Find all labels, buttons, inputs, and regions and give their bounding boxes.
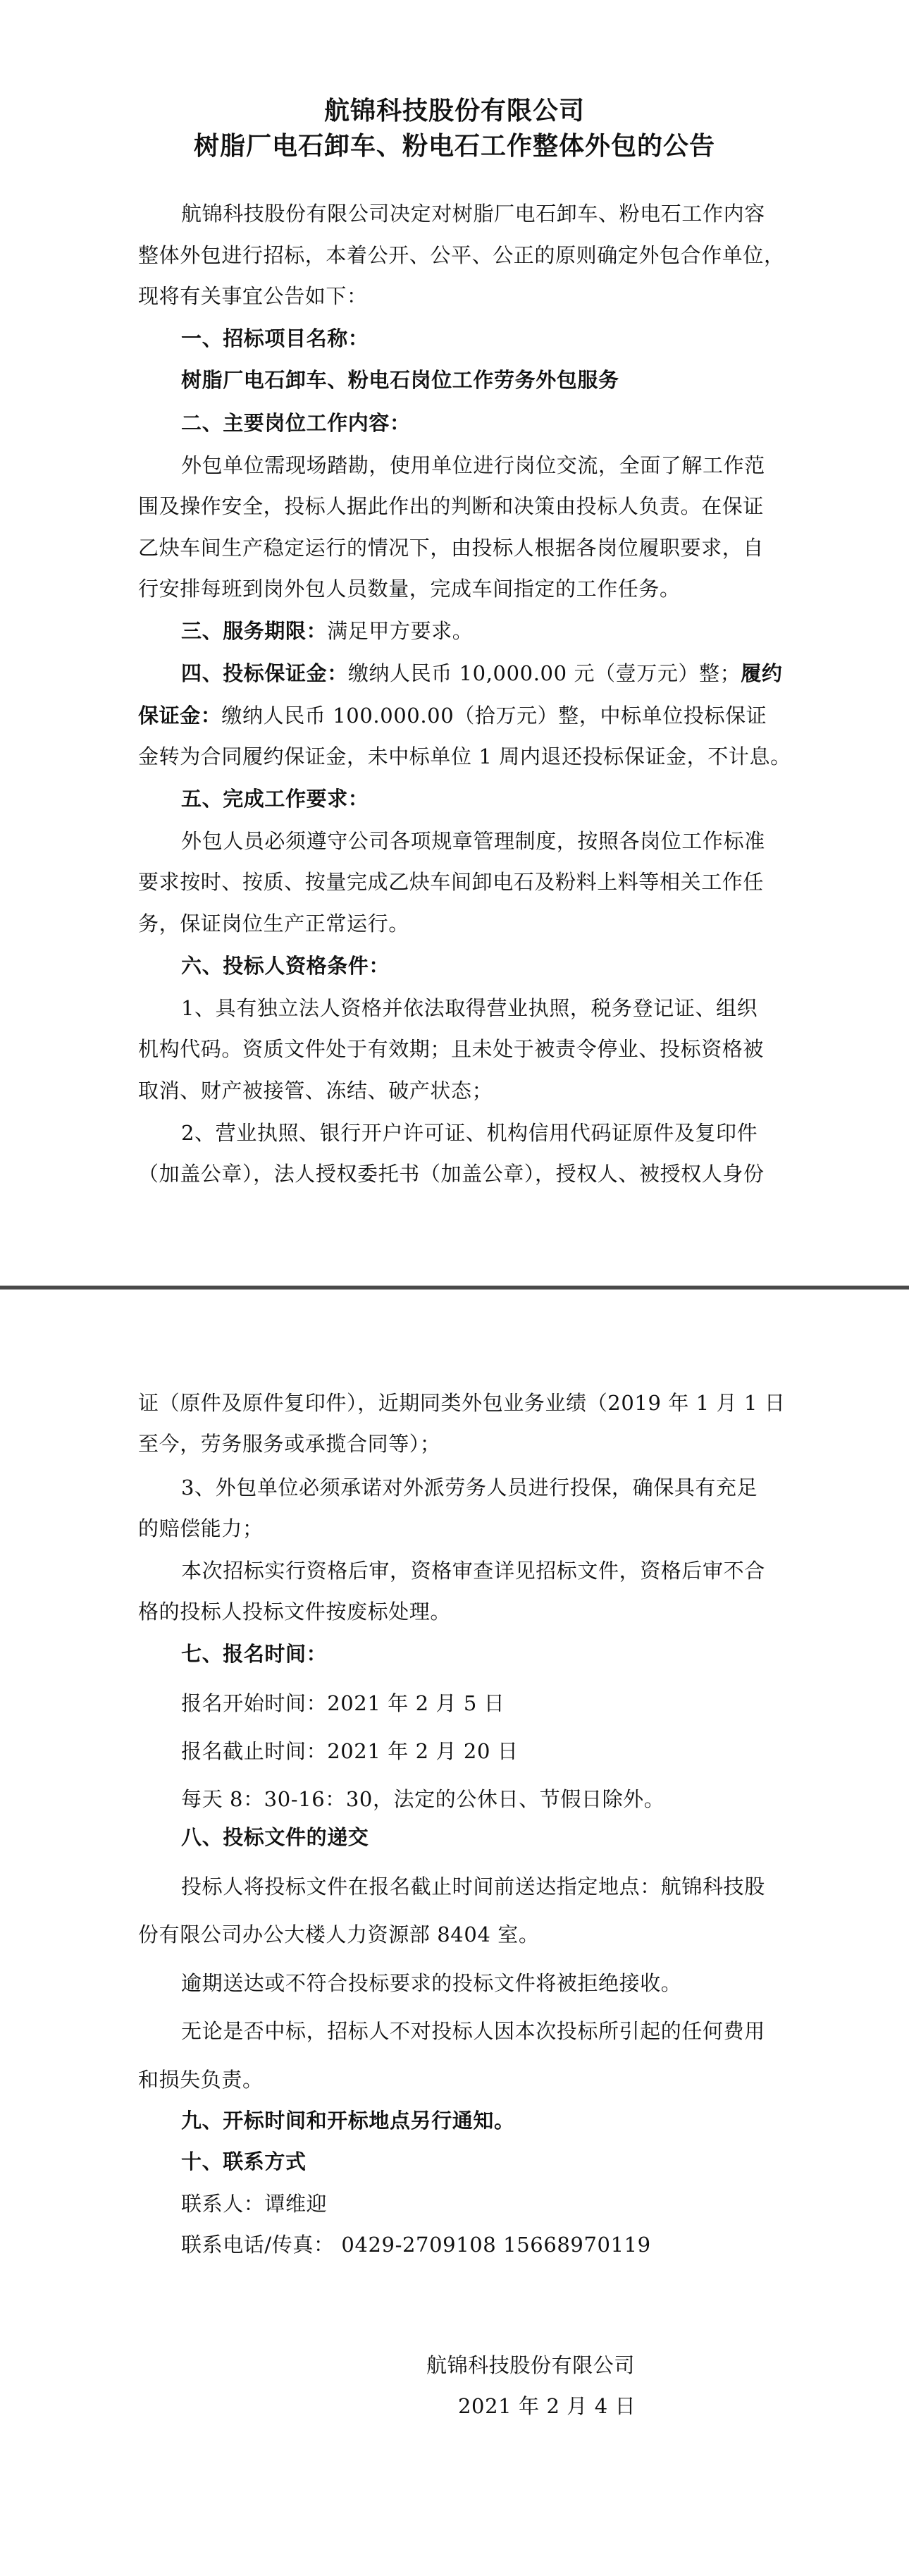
- section-4-line: [138, 703, 772, 728]
- qualification-item-2: （加盖公章），法人授权委托书（加盖公章），授权人、被授权人身份: [138, 1162, 765, 1186]
- qualification-item-3: 3、外包单位必须承诺对外派劳务人员进行投保，确保具有充足: [181, 1476, 758, 1499]
- registration-hours: 每天 8：30-16：30，法定的公休日、节假日除外。: [181, 1787, 665, 1811]
- submission-location: 投标人将投标文件在报名截止时间前送达指定地点：航锦科技股: [181, 1875, 765, 1899]
- section-heading-10: 十、联系方式: [181, 2149, 307, 2173]
- paragraph-line: 围及操作安全，投标人据此作出的判断和决策由投标人负责。在保证: [138, 494, 765, 518]
- project-name: 树脂厂电石卸车、粉电石岗位工作劳务外包服务: [181, 368, 619, 392]
- registration-start: 报名开始时间：2021 年 2 月 5 日: [181, 1691, 505, 1715]
- section-heading-4: 四、投标保证金：: [181, 661, 348, 685]
- signature-date: 2021 年 2 月 4 日: [458, 2394, 636, 2418]
- qualification-note: 本次招标实行资格后审，资格审查详见招标文件，资格后审不合: [181, 1559, 765, 1583]
- qualification-item-2: 2、营业执照、银行开户许可证、机构信用代码证原件及复印件: [181, 1121, 758, 1145]
- paragraph-line: 行安排每班到岗外包人员数量，完成车间指定的工作任务。: [138, 577, 681, 601]
- section-heading-9: 九、开标时间和开标地点另行通知。: [181, 2109, 515, 2133]
- qualification-item-2: 证（原件及原件复印件），近期同类外包业务业绩（2019 年 1 月 1 日: [138, 1391, 786, 1415]
- paragraph-line: 金转为合同履约保证金，未中标单位 1 周内退还投标保证金，不计息。: [138, 744, 791, 768]
- document-title-subject: 树脂厂电石卸车、粉电石工作整体外包的公告: [193, 132, 715, 161]
- section-3-line: [181, 618, 773, 644]
- disclaimer: 无论是否中标，招标人不对投标人因本次投标所引起的任何费用: [181, 2019, 765, 2043]
- qualification-item-3: 的赔偿能力；: [138, 1516, 264, 1540]
- qualification-item-1: 1、具有独立法人资格并依法取得营业执照，税务登记证、组织: [181, 996, 758, 1020]
- disclaimer: 和损失负责。: [138, 2068, 264, 2092]
- section-heading-2: 二、主要岗位工作内容：: [181, 411, 411, 435]
- section-heading-8: 八、投标文件的递交: [181, 1825, 369, 1849]
- paragraph-line: 乙炔车间生产稳定运行的情况下，由投标人根据各岗位履职要求，自: [138, 536, 765, 560]
- signature-company: 航锦科技股份有限公司: [426, 2353, 636, 2377]
- contact-phone: 联系电话/传真： 0429-2709108 15668970119: [181, 2233, 651, 2257]
- performance-bond-label: 履约: [741, 661, 783, 685]
- bid-deposit: 缴纳人民币 10,000.00 元（壹万元）整；: [347, 661, 741, 685]
- page-separator: [0, 1285, 909, 1290]
- qualification-note: 格的投标人投标文件按废标处理。: [138, 1600, 452, 1624]
- intro-line: 现将有关事宜公告如下：: [138, 284, 368, 308]
- paragraph-line: 要求按时、按质、按量完成乙炔车间卸电石及粉料上料等相关工作任: [138, 870, 765, 894]
- submission-location: 份有限公司办公大楼人力资源部 8404 室。: [138, 1922, 540, 1946]
- section-heading-5: 五、完成工作要求：: [181, 787, 369, 811]
- qualification-item-2: 至今，劳务服务或承揽合同等）；: [138, 1432, 441, 1456]
- qualification-item-1: 取消、财产被接管、冻结、破产状态；: [138, 1079, 493, 1103]
- document-title-company: 航锦科技股份有限公司: [323, 97, 585, 125]
- registration-end: 报名截止时间：2021 年 2 月 20 日: [181, 1739, 519, 1763]
- late-submission-note: 逾期送达或不符合投标要求的投标文件将被拒绝接收。: [181, 1971, 682, 1995]
- qualification-item-1: 机构代码。资质文件处于有效期；且未处于被责令停业、投标资格被: [138, 1037, 765, 1061]
- section-4-line: [181, 661, 783, 686]
- paragraph-line: 务，保证岗位生产正常运行。: [138, 912, 409, 936]
- contact-person: 联系人：谭维迎: [181, 2192, 328, 2216]
- intro-line: 航锦科技股份有限公司决定对树脂厂电石卸车、粉电石工作内容: [181, 202, 765, 226]
- section-heading-1: 一、招标项目名称：: [181, 326, 369, 350]
- paragraph-line: 外包单位需现场踏勘，使用单位进行岗位交流，全面了解工作范: [181, 453, 765, 477]
- paragraph-line: 外包人员必须遵守公司各项规章管理制度，按照各岗位工作标准: [181, 829, 765, 853]
- section-heading-3: 三、服务期限：: [181, 619, 328, 643]
- performance-bond-label: 保证金：: [138, 704, 222, 728]
- performance-bond: 缴纳人民币 100.000.00（拾万元）整，中标单位投标保证: [221, 704, 767, 728]
- intro-line: 整体外包进行招标，本着公开、公平、公正的原则确定外包合作单位，: [138, 243, 785, 267]
- section-heading-7: 七、报名时间：: [181, 1642, 328, 1666]
- service-period: 满足甲方要求。: [327, 619, 474, 643]
- section-heading-6: 六、投标人资格条件：: [181, 954, 390, 978]
